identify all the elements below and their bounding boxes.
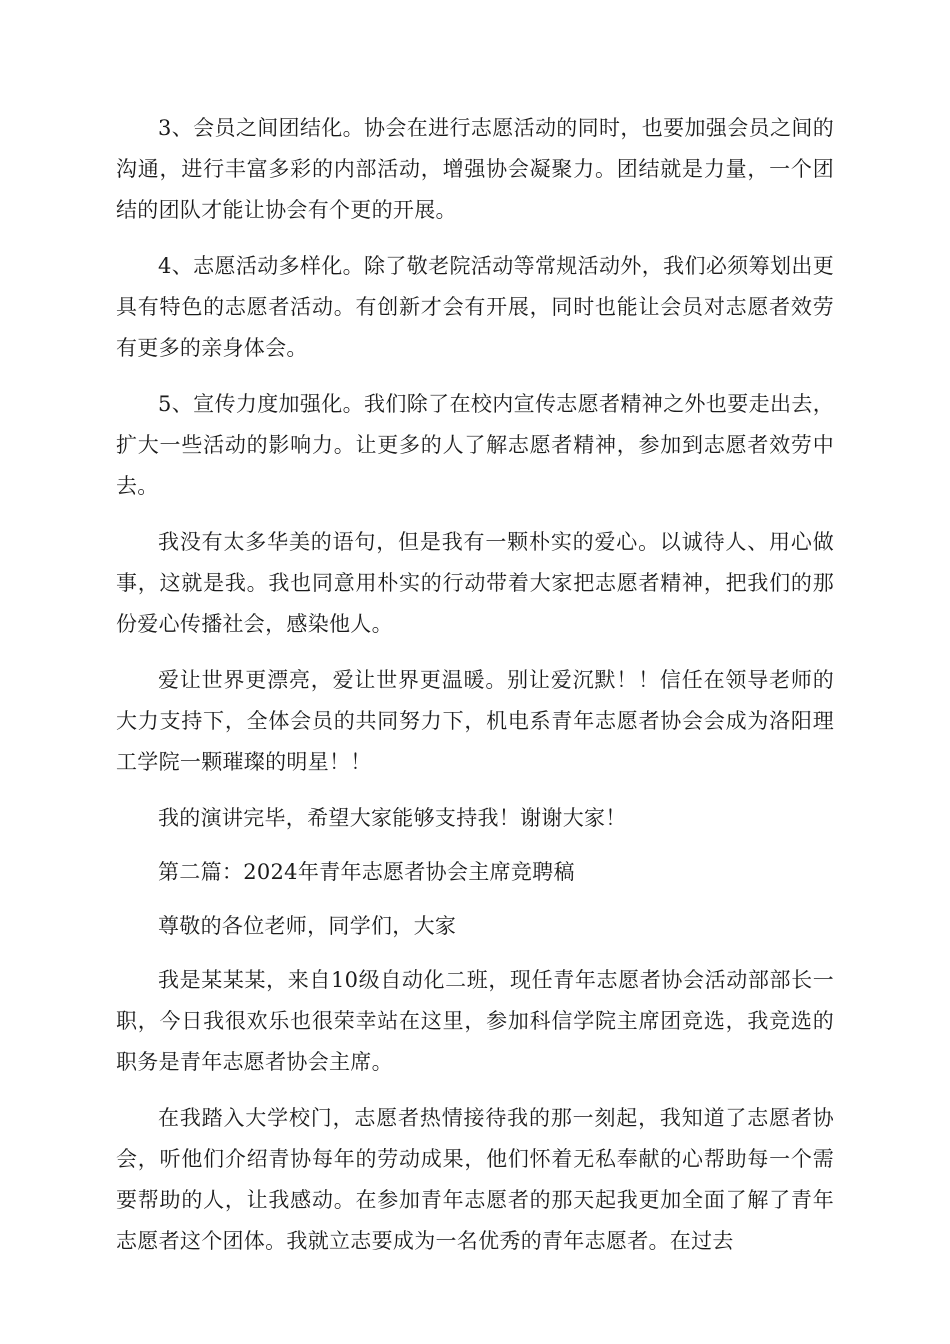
paragraph-greeting: 尊敬的各位老师，同学们，大家 — [158, 914, 457, 938]
paragraph-motivation: 在我踏入大学校门，志愿者热情接待我的那一刻起，我知道了志愿者协会，听他们介绍青协每年的劳动成果，他们怀着无私奉献的心帮助每一个需要帮助的人，让我感动。在参加青年志愿者的那天起我更加全面了解了青年志愿者这个团体。我就立志要成为一名优秀的青年志愿者。在过去 — [116, 1106, 834, 1253]
paragraph-speech-end: 我的演讲完毕，希望大家能够支持我！谢谢大家！ — [158, 806, 627, 830]
paragraph-point-3: 3、会员之间团结化。协会在进行志愿活动的同时，也要加强会员之间的沟通，进行丰富多彩的内部活动，增强协会凝聚力。团结就是力量，一个团结的团队才能让协会有个更的开展。 — [116, 116, 834, 222]
paragraph-closing-vision: 爱让世界更漂亮，爱让世界更温暖。别让爱沉默！！信任在领导老师的大力支持下，全体会员的共同努力下，机电系青年志愿者协会会成为洛阳理工学院一颗璀璨的明星！！ — [116, 668, 834, 774]
section-heading-second: 第二篇：2024年青年志愿者协会主席竞聘稿 — [158, 860, 575, 884]
paragraph-point-4: 4、志愿活动多样化。除了敬老院活动等常规活动外，我们必须筹划出更具有特色的志愿者活动。有创新才会有开展，同时也能让会员对志愿者效劳有更多的亲身体会。 — [116, 254, 834, 360]
document-page — [116, 108, 834, 1277]
paragraph-point-5: 5、宣传力度加强化。我们除了在校内宣传志愿者精神之外也要走出去，扩大一些活动的影响力。让更多的人了解志愿者精神，参加到志愿者效劳中去。 — [116, 392, 834, 498]
paragraph-personal-statement: 我没有太多华美的语句，但是我有一颗朴实的爱心。以诚待人、用心做事，这就是我。我也同意用朴实的行动带着大家把志愿者精神，把我们的那份爱心传播社会，感染他人。 — [116, 530, 834, 636]
paragraph-self-intro: 我是某某某，来自10级自动化二班，现任青年志愿者协会活动部部长一职，今日我很欢乐也很荣幸站在这里，参加科信学院主席团竞选，我竞选的职务是青年志愿者协会主席。 — [116, 968, 834, 1074]
